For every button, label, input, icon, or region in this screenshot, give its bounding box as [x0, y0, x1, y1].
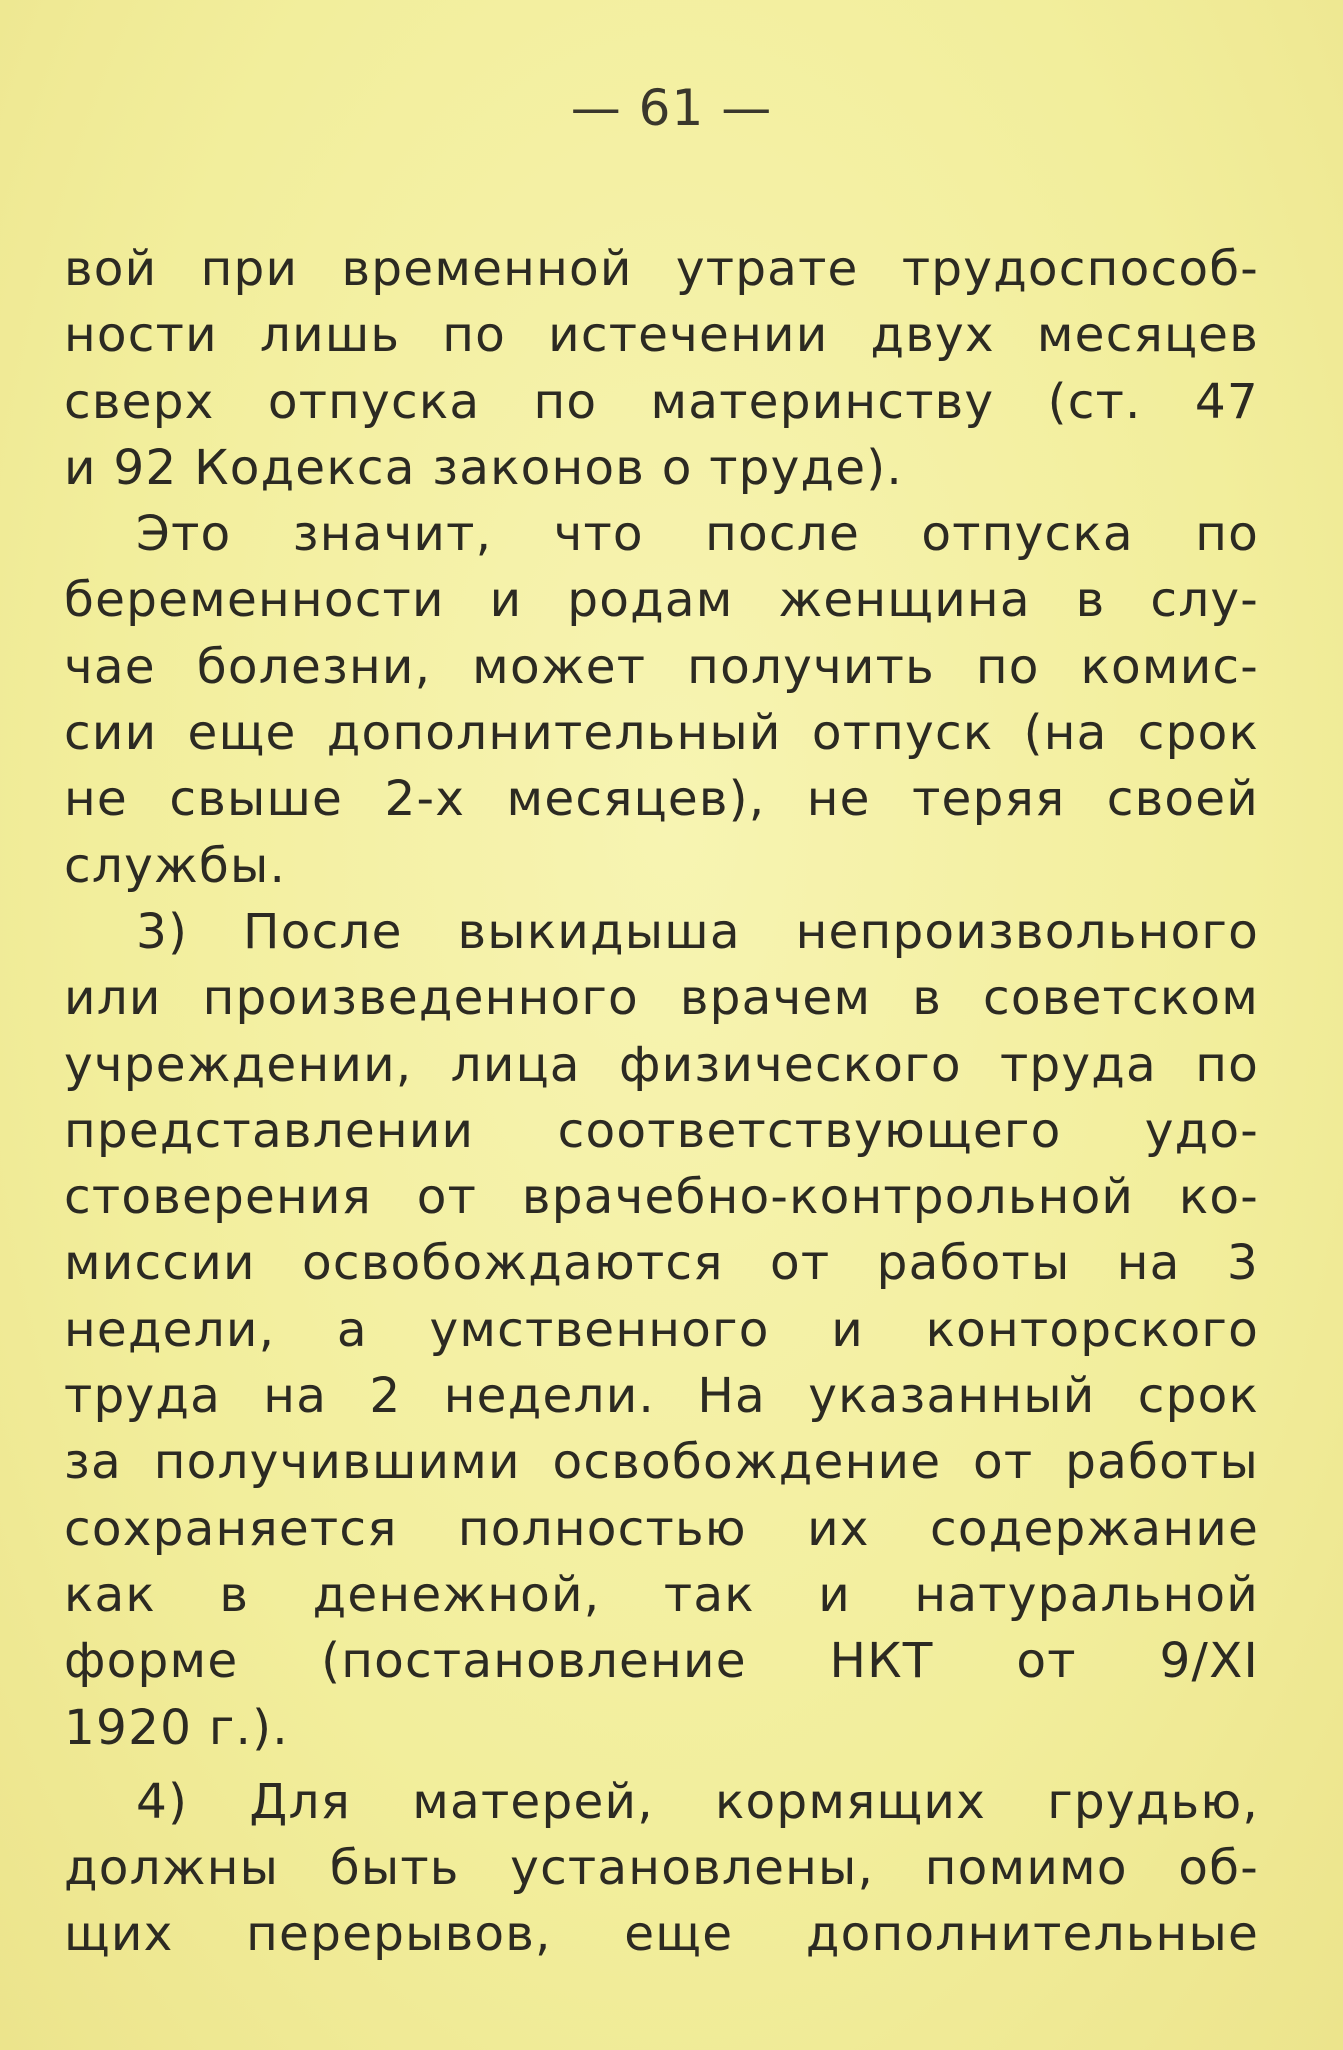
- text-line: не свыше 2-х месяцев), не теряя своей: [64, 771, 1259, 828]
- text-line: беременности и родам женщина в слу-: [64, 572, 1259, 629]
- text-line: форме (постановление НКТ от 9/XI: [64, 1633, 1259, 1690]
- text-line: 4) Для матерей, кормящих грудью,: [136, 1773, 1259, 1830]
- text-line: недели, а умственного и конторского: [64, 1301, 1259, 1358]
- text-line: учреждении, лица физического труда по: [64, 1036, 1259, 1093]
- text-line: или произведенного врачем в советском: [64, 970, 1259, 1027]
- text-line: сохраняется полностью их содержание: [64, 1500, 1259, 1557]
- text-line: стоверения от врачебно-контрольной ко-: [64, 1169, 1259, 1226]
- text-line: представлении соответствующего удо-: [64, 1102, 1259, 1159]
- text-line: ности лишь по истечении двух месяцев: [64, 307, 1259, 364]
- text-line: за получившими освобождение от работы: [64, 1434, 1259, 1491]
- text-line: и 92 Кодекса законов о труде).: [64, 439, 904, 496]
- text-line: 3) После выкидыша непроизвольного: [136, 903, 1259, 960]
- text-line: труда на 2 недели. На указанный срок: [64, 1368, 1259, 1425]
- text-line: вой при временной утрате трудоспособ-: [64, 241, 1259, 297]
- text-line: 1920 г.).: [64, 1699, 289, 1756]
- text-line: щих перерывов, еще дополнительные: [64, 1906, 1259, 1963]
- text-line: службы.: [64, 837, 287, 894]
- text-line: сверх отпуска по материнству (ст. 47: [64, 373, 1259, 430]
- text-line: Это значит, что после отпуска по: [136, 506, 1259, 563]
- text-line: миссии освобождаются от работы на 3: [64, 1235, 1259, 1292]
- text-line: как в денежной, так и натуральной: [64, 1566, 1259, 1623]
- text-line: сии еще дополнительный отпуск (на срок: [64, 705, 1259, 762]
- text-line: чае болезни, может получить по комис-: [64, 638, 1259, 695]
- text-line: должны быть установлены, помимо об-: [64, 1840, 1259, 1897]
- body-text: [64, 236, 1259, 1968]
- page-number: — 61 —: [570, 79, 773, 137]
